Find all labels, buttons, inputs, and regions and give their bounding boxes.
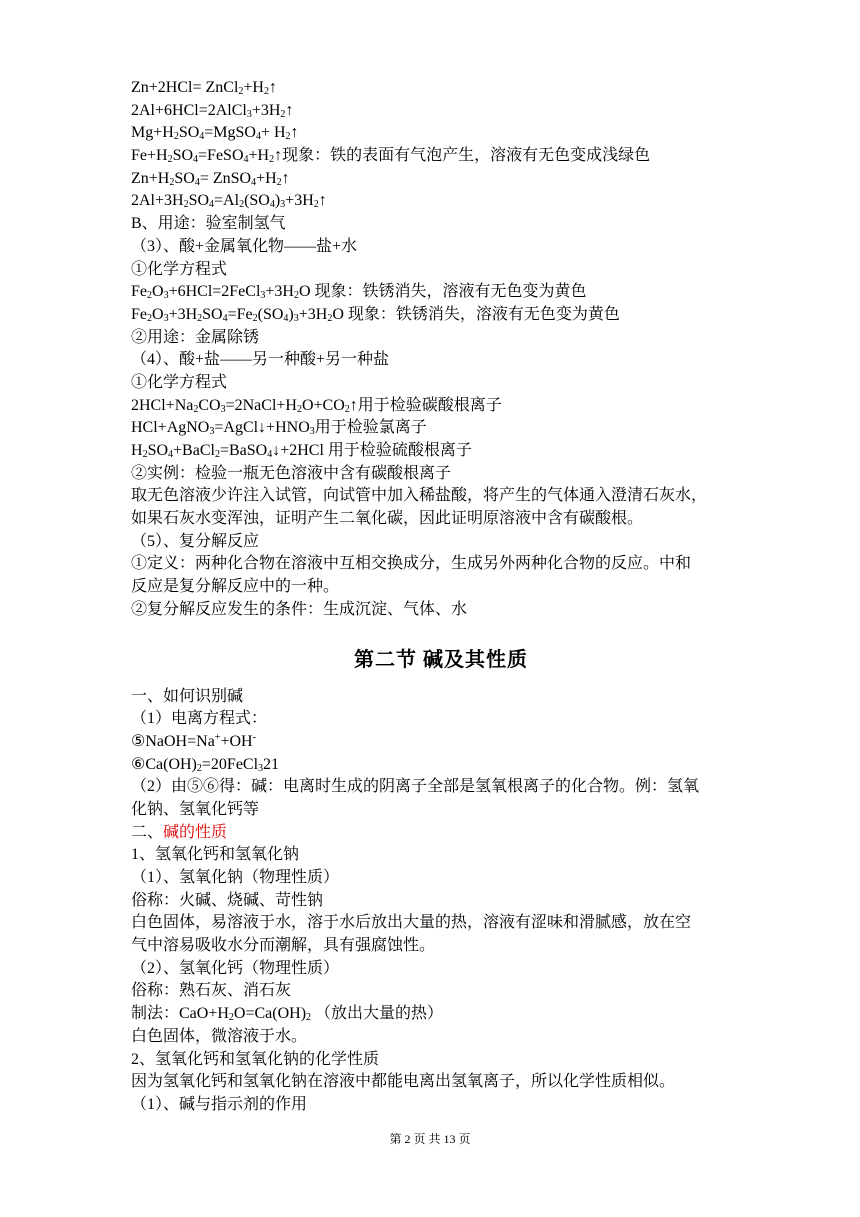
text-line: $2HCl+Na_2CO_3=2NaCl+H_2O+CO_2↑$用于检验碳酸根离子 [131,396,502,415]
text-line: ①化学方程式 [131,373,228,391]
text-line: 2、氢氧化钙和氢氧化钠的化学性质 [131,1050,380,1068]
text-line: （2）、氢氧化钙（物理性质） [131,959,340,977]
text-line: $HCl+AgNO_3=AgCl↓+HNO_3$用于检验氯离子 [131,419,427,438]
text-line: （5）、复分解反应 [131,532,260,550]
text-line: $Mg+H_2SO_4=MgSO_4+$ $H_2↑$ [131,124,299,143]
text-line: （1）电离方程式： [131,710,268,728]
text-line: 白色固体，微溶液于水。 [131,1027,308,1045]
text-line: 一、如何识别碱 [131,687,244,705]
text-line: 二、碱的性质 [131,823,228,841]
text-line: ①化学方程式 [131,260,228,278]
text-line: 因为氢氧化钙和氢氧化钠在溶液中都能电离出氢氧离子，所以化学性质相似。 [131,1073,676,1091]
text-line: $2Al+6HCl=2AlCl_3+3H_2↑$ [131,101,294,120]
text-line: 取无色溶液少许注入试管，向试管中加入稀盐酸，将产生的气体通入澄清石灰水， [131,487,708,505]
text-line: ①定义：两种化合物在溶液中互相交换成分，生成另外两种化合物的反应。中和 [131,555,692,573]
acid-properties-section [131,77,751,622]
text-line: $⑥Ca(OH)_2=20FeCl_321$ [131,755,280,774]
text-line: （3）、酸+金属氧化物——盐+水 [131,237,358,255]
text-line: $Fe_2O_3+6HCl=2FeCl_3+3H_2O$ 现象：铁锈消失，溶液有无色变为黄色 [131,283,587,302]
text-line: $Fe+H_2SO_4=FeSO_4+H_2↑$现象：铁的表面有气泡产生，溶液有无色变成浅绿色 [131,147,651,166]
text-line: 俗称：熟石灰、消石灰 [131,982,292,1000]
page-footer: 第 2 页 共 13 页 [389,1132,471,1146]
highlight-text: 碱的性质 [163,823,228,841]
text-line: B、用途：验室制氢气 [131,215,286,233]
text-line: $2Al+3H_2SO_4=Al_2(SO_4)_3+3H_2↑$ [131,192,327,211]
text-line: 气中溶易吸收水分而潮解，具有强腐蚀性。 [131,937,436,955]
text-line: （2）由⑤⑥得：碱：电离时生成的阴离子全部是氢氧根离子的化合物。例：氢氧 [131,778,700,796]
text-line: 如果石灰水变浑浊，证明产生二氧化碳，因此证明原溶液中含有碳酸根。 [131,510,644,528]
text-line: 1、氢氧化钙和氢氧化钠 [131,846,300,864]
text-line: 反应是复分解反应中的一种。 [131,578,340,596]
text-line: （4）、酸+盐——另一种酸+另一种盐 [131,351,390,369]
text-line: 化钠、氢氧化钙等 [131,800,260,818]
section-title: 第二节 碱及其性质 [354,648,528,671]
text-line: （1）、氢氧化钠（物理性质） [131,869,340,886]
base-properties-section [131,686,751,1117]
text-line: 俗称：火碱、烧碱、苛性钠 [131,891,324,909]
text-line: $H_2SO_4+BaCl_2=BaSO_4↓+2HCl$ 用于检验硫酸根离子 [131,442,472,460]
text-line: $Fe_2O_3+3H_2SO_4=Fe_2(SO_4)_3+3H_2O$ 现象：铁锈消失，溶液有无色变为黄色 [131,305,620,324]
text-line: 白色固体，易溶液于水，溶于水后放出大量的热，溶液有涩味和滑腻感，放在空 [131,914,692,932]
text-line: （1）、碱与指示剂的作用 [131,1095,308,1113]
text-line: ②用途：金属除锈 [131,328,260,346]
document-body [131,77,751,1117]
text-line: ⑤NaOH=Na++OH- [131,731,256,750]
text-line: 制法：$CaO+H_2O=Ca(OH)_2$ （放出大量的热） [131,1005,444,1024]
text-line: ②实例：检验一瓶无色溶液中含有碳酸根离子 [131,464,452,482]
text-line: $Zn+H_2SO_4=$ $ZnSO_4+H_2↑$ [131,169,290,188]
text-line: $Zn+2HCl= ZnCl_2+H_2↑$ [131,79,277,97]
text-line: ②复分解反应发生的条件：生成沉淀、气体、水 [131,600,468,618]
